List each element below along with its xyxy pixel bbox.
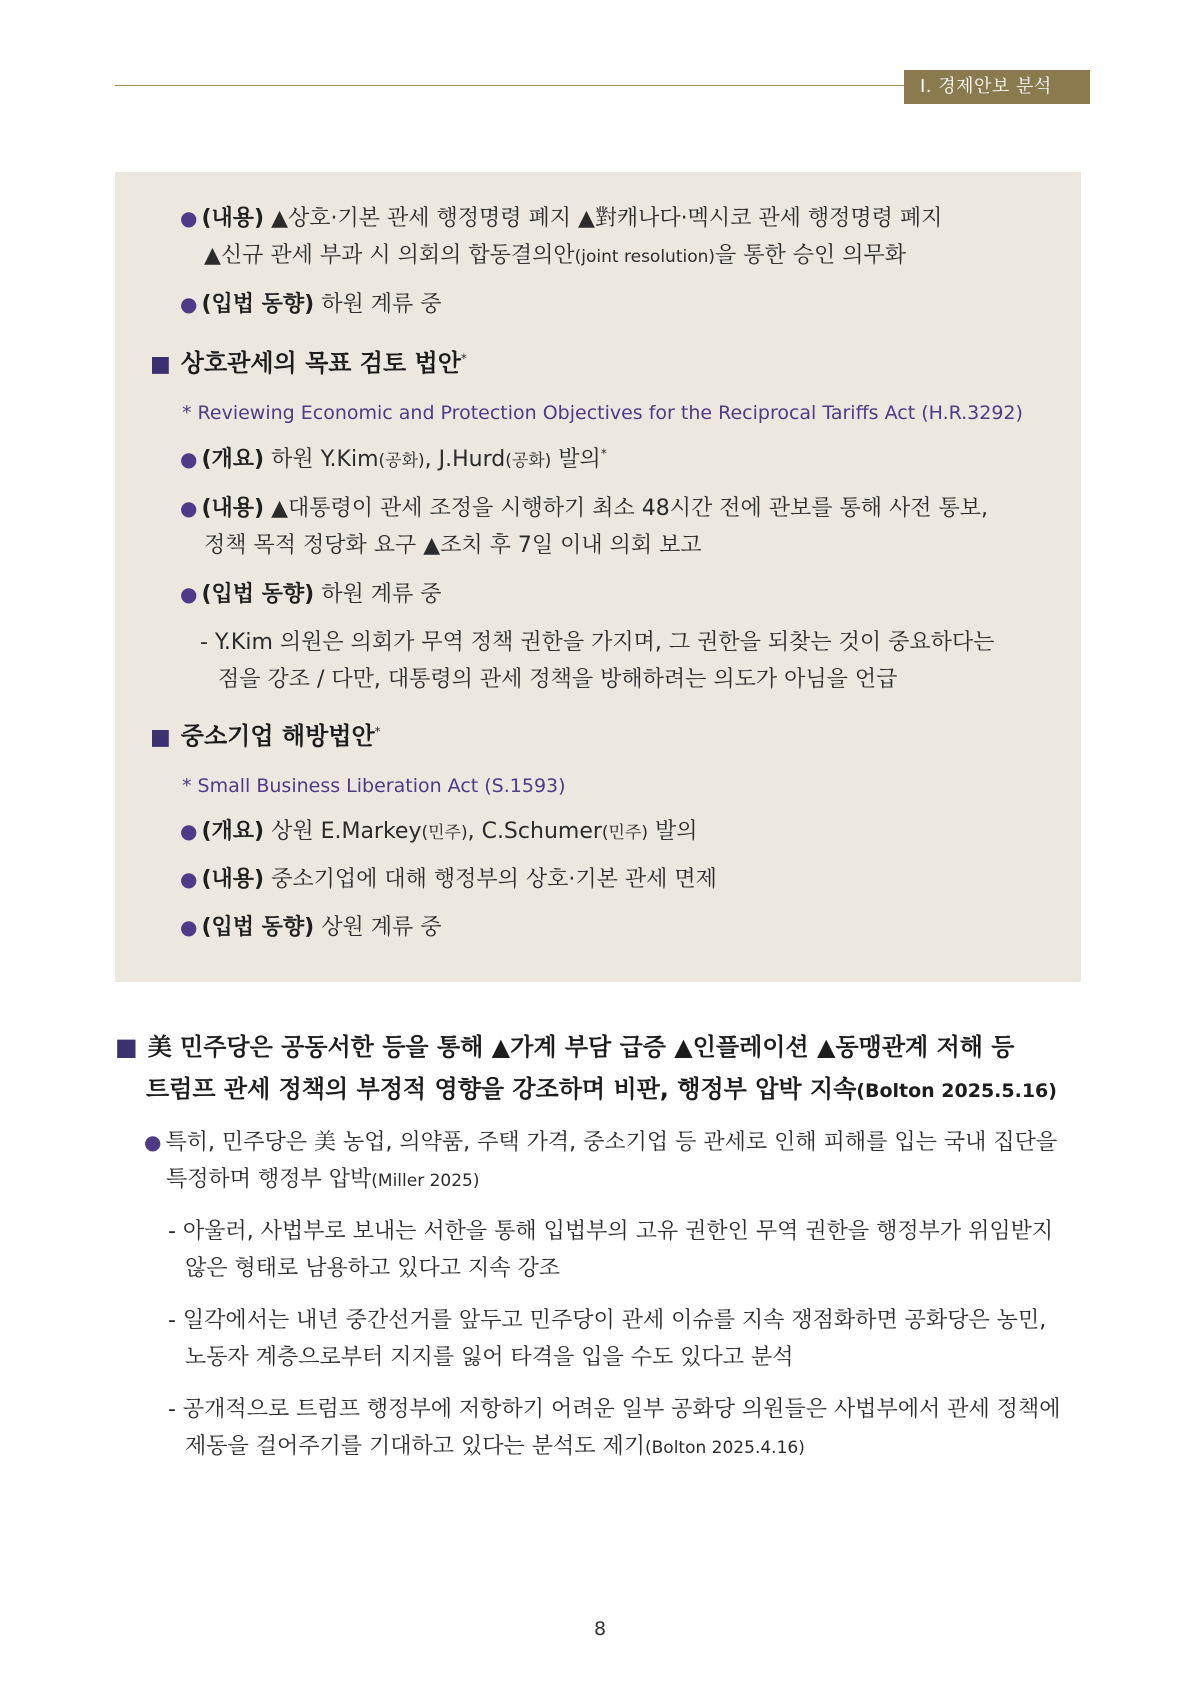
section-tab: Ⅰ. 경제안보 분석	[904, 70, 1090, 104]
bullet-dot-icon: ●	[180, 867, 198, 891]
square-bullet-icon: ■	[115, 1033, 138, 1061]
s3-title: ■ 중소기업 해방법안*	[150, 722, 381, 750]
bullet-dot-icon: ●	[144, 1130, 162, 1154]
s2-content: ● (내용) ▲대통령이 관세 조정을 시행하기 최소 48시간 전에 관보를 통해 사전 통보, 정책 목적 정당화 요구 ▲조치 후 7일 이내 의회 보고	[180, 496, 988, 558]
square-bullet-icon: ■	[150, 352, 171, 377]
s2-note: * Reviewing Economic and Protection Objectives for the Reciprocal Tariffs Act (H.R.3292)	[182, 402, 1023, 424]
main-dash-2: - 일각에서는 내년 중간선거를 앞두고 민주당이 관세 이슈를 지속 쟁점화하면 공화당은 농민, 노동자 계층으로부터 지지를 잃어 타격을 입을 수도 있다고 분석	[168, 1308, 1047, 1370]
header-rule	[115, 85, 905, 86]
b1-content: ● (내용) ▲상호·기본 관세 행정명령 폐지 ▲對캐나다·멕시코 관세 행정명령 폐지 ▲신규 관세 부과 시 의회의 합동결의안(joint resolution)을 통한 승인 의무화	[180, 206, 943, 268]
s3-note: * Small Business Liberation Act (S.1593)	[182, 775, 566, 797]
b1-status: ● (입법 동향) 하원 계류 중	[180, 292, 442, 317]
main-bullet: ● 특히, 민주당은 美 농업, 의약품, 주택 가격, 중소기업 등 관세로 인해 피해를 입는 국내 집단을 특정하며 행정부 압박(Miller 2025)	[144, 1130, 1058, 1192]
s3-overview: ● (개요) 상원 E.Markey(민주), C.Schumer(민주) 발의	[180, 819, 698, 844]
s2-status: ● (입법 동향) 하원 계류 중	[180, 582, 442, 607]
bullet-dot-icon: ●	[180, 206, 198, 230]
s3-status: ● (입법 동향) 상원 계류 중	[180, 915, 442, 940]
main-heading: ■ 美 민주당은 공동서한 등을 통해 ▲가계 부담 급증 ▲인플레이션 ▲동맹관계 저해 등 트럼프 관세 정책의 부정적 영향을 강조하며 비판, 행정부 압박 지속(Bolton 2025.5.16)	[115, 1033, 1057, 1103]
bullet-dot-icon: ●	[180, 819, 198, 843]
square-bullet-icon: ■	[150, 725, 171, 750]
s2-dash: - Y.Kim 의원은 의회가 무역 정책 권한을 가지며, 그 권한을 되찾는 것이 중요하다는 점을 강조 / 다만, 대통령의 관세 정책을 방해하려는 의도가 아님을 언급	[200, 630, 995, 692]
s2-title: ■ 상호관세의 목표 검토 법안*	[150, 349, 467, 377]
s2-overview: ● (개요) 하원 Y.Kim(공화), J.Hurd(공화) 발의*	[180, 446, 607, 472]
s3-content: ● (내용) 중소기업에 대해 행정부의 상호·기본 관세 면제	[180, 867, 717, 892]
bullet-dot-icon: ●	[180, 582, 198, 606]
bullet-dot-icon: ●	[180, 915, 198, 939]
page-number: 8	[593, 1618, 607, 1640]
bullet-dot-icon: ●	[180, 292, 198, 316]
bullet-dot-icon: ●	[180, 496, 198, 520]
main-dash-3: - 공개적으로 트럼프 행정부에 저항하기 어려운 일부 공화당 의원들은 사법부에서 관세 정책에 제동을 걸어주기를 기대하고 있다는 분석도 제기(Bolton 2025.4.16)	[168, 1397, 1061, 1459]
bullet-dot-icon: ●	[180, 447, 198, 471]
main-dash-1: - 아울러, 사법부로 보내는 서한을 통해 입법부의 고유 권한인 무역 권한을 행정부가 위임받지 않은 형태로 남용하고 있다고 지속 강조	[168, 1219, 1054, 1281]
